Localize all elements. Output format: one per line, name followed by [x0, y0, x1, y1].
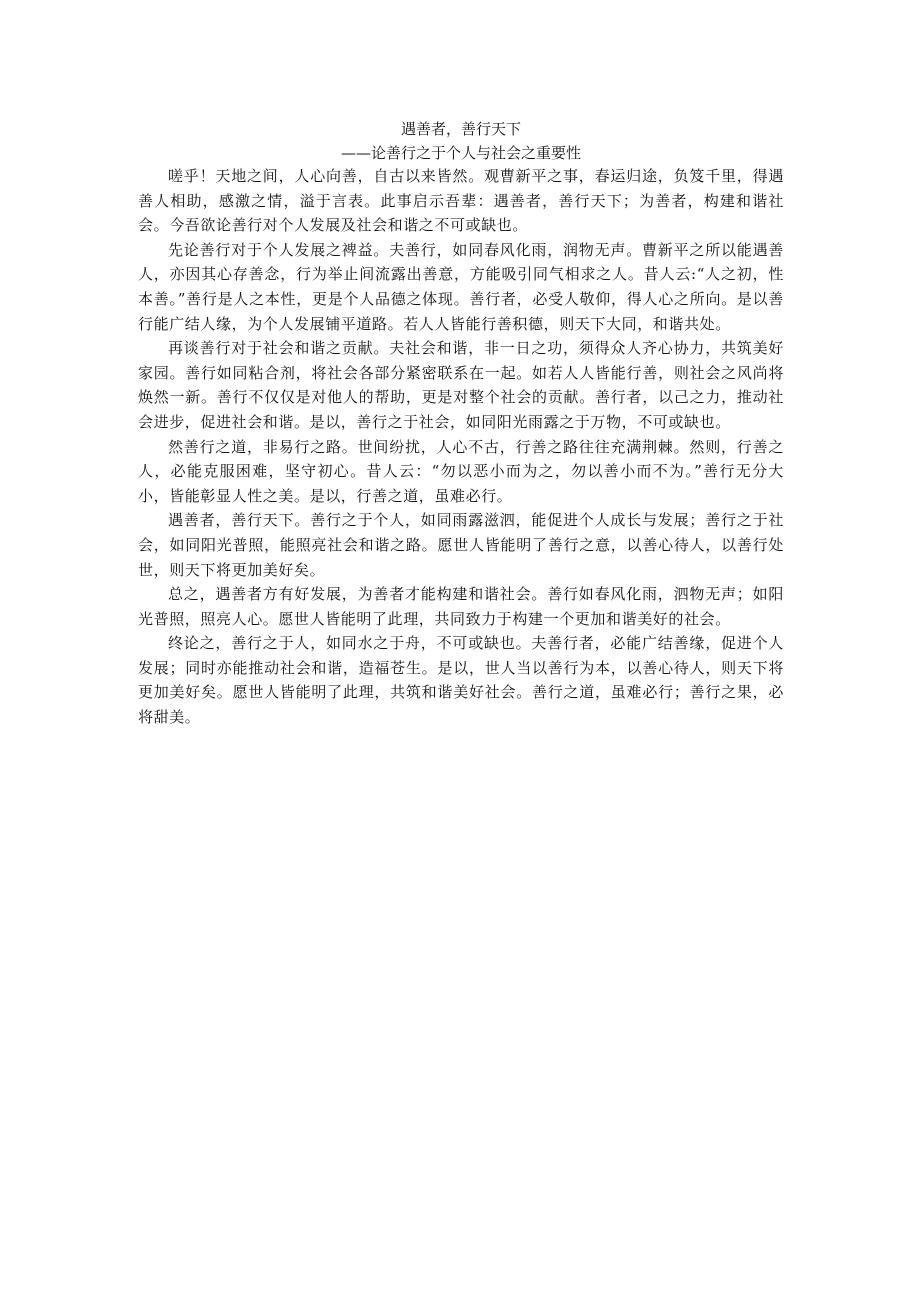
document-title: 遇善者，善行天下: [400, 120, 521, 138]
paragraph: 终论之，善行之于人，如同水之于舟，不可或缺也。夫善行者，必能广结善缘，促进个人发展；同时亦能推动社会和谐，造福苍生。是以，世人当以善行为本，以善心待人，则天下将更加美好矣。愿世人皆能明了此理，共筑和谐美好社会。善行之道，虽难必行；善行之果，必将甜美。: [138, 634, 784, 727]
paragraph: 总之，遇善者方有好发展，为善者才能构建和谐社会。善行如春风化雨，泗物无声；如阳光普照，照亮人心。愿世人皆能明了此理，共同致力于构建一个更加和谐美好的社会。: [138, 585, 784, 628]
paragraph: 再谈善行对于社会和谐之贡献。夫社会和谐，非一日之功，须得众人齐心协力，共筑美好家园。善行如同粘合剂，将社会各部分紧密联系在一起。如若人人皆能行善，则社会之风尚将焕然一新。善行不仅仅是对他人的帮助，更是对整个社会的贡献。善行者，以己之力，推动社会进步，促进社会和谐。是以，善行之于社会，如同阳光雨露之于万物，不可或缺也。: [138, 339, 784, 431]
document-body: [138, 164, 784, 730]
paragraph: 先论善行对于个人发展之裨益。夫善行，如同春风化雨，润物无声。曹新平之所以能遇善人，亦因其心存善念，行为举止间流露出善意，方能吸引同气相求之人。昔人云:“人之初，性本善。”善行是人之本性，更是个人品德之体现。善行者，必受人敬仰，得人心之所向。是以善行能广结人缘，为个人发展铺平道路。若人人皆能行善积德，则天下大同，和谐共处。: [138, 240, 784, 333]
paragraph: 然善行之道，非易行之路。世间纷扰，人心不古，行善之路往往充满荆棘。然则，行善之人，必能克服困难，坚守初心。昔人云：“勿以恶小而为之，勿以善小而不为。”善行无分大小，皆能彰显人性之美。是以，行善之道，虽难必行。: [138, 437, 784, 505]
document-page: [138, 118, 784, 730]
paragraph: 遇善者，善行天下。善行之于个人，如同雨露滋泗，能促进个人成长与发展；善行之于社会，如同阳光普照，能照亮社会和谐之路。愿世人皆能明了善行之意，以善心待人，以善行处世，则天下将更加美好矣。: [138, 511, 784, 579]
document-subtitle: ——论善行之于个人与社会之重要性: [340, 144, 581, 162]
paragraph: 嗟乎！天地之间，人心向善，自古以来皆然。观曹新平之事，春运归途，负笈千里，得遇善人相助，感激之情，溢于言表。此事启示吾辈：遇善者，善行天下；为善者，构建和谐社会。今吾欲论善行对个人发展及社会和谐之不可或缺也。: [138, 167, 784, 235]
